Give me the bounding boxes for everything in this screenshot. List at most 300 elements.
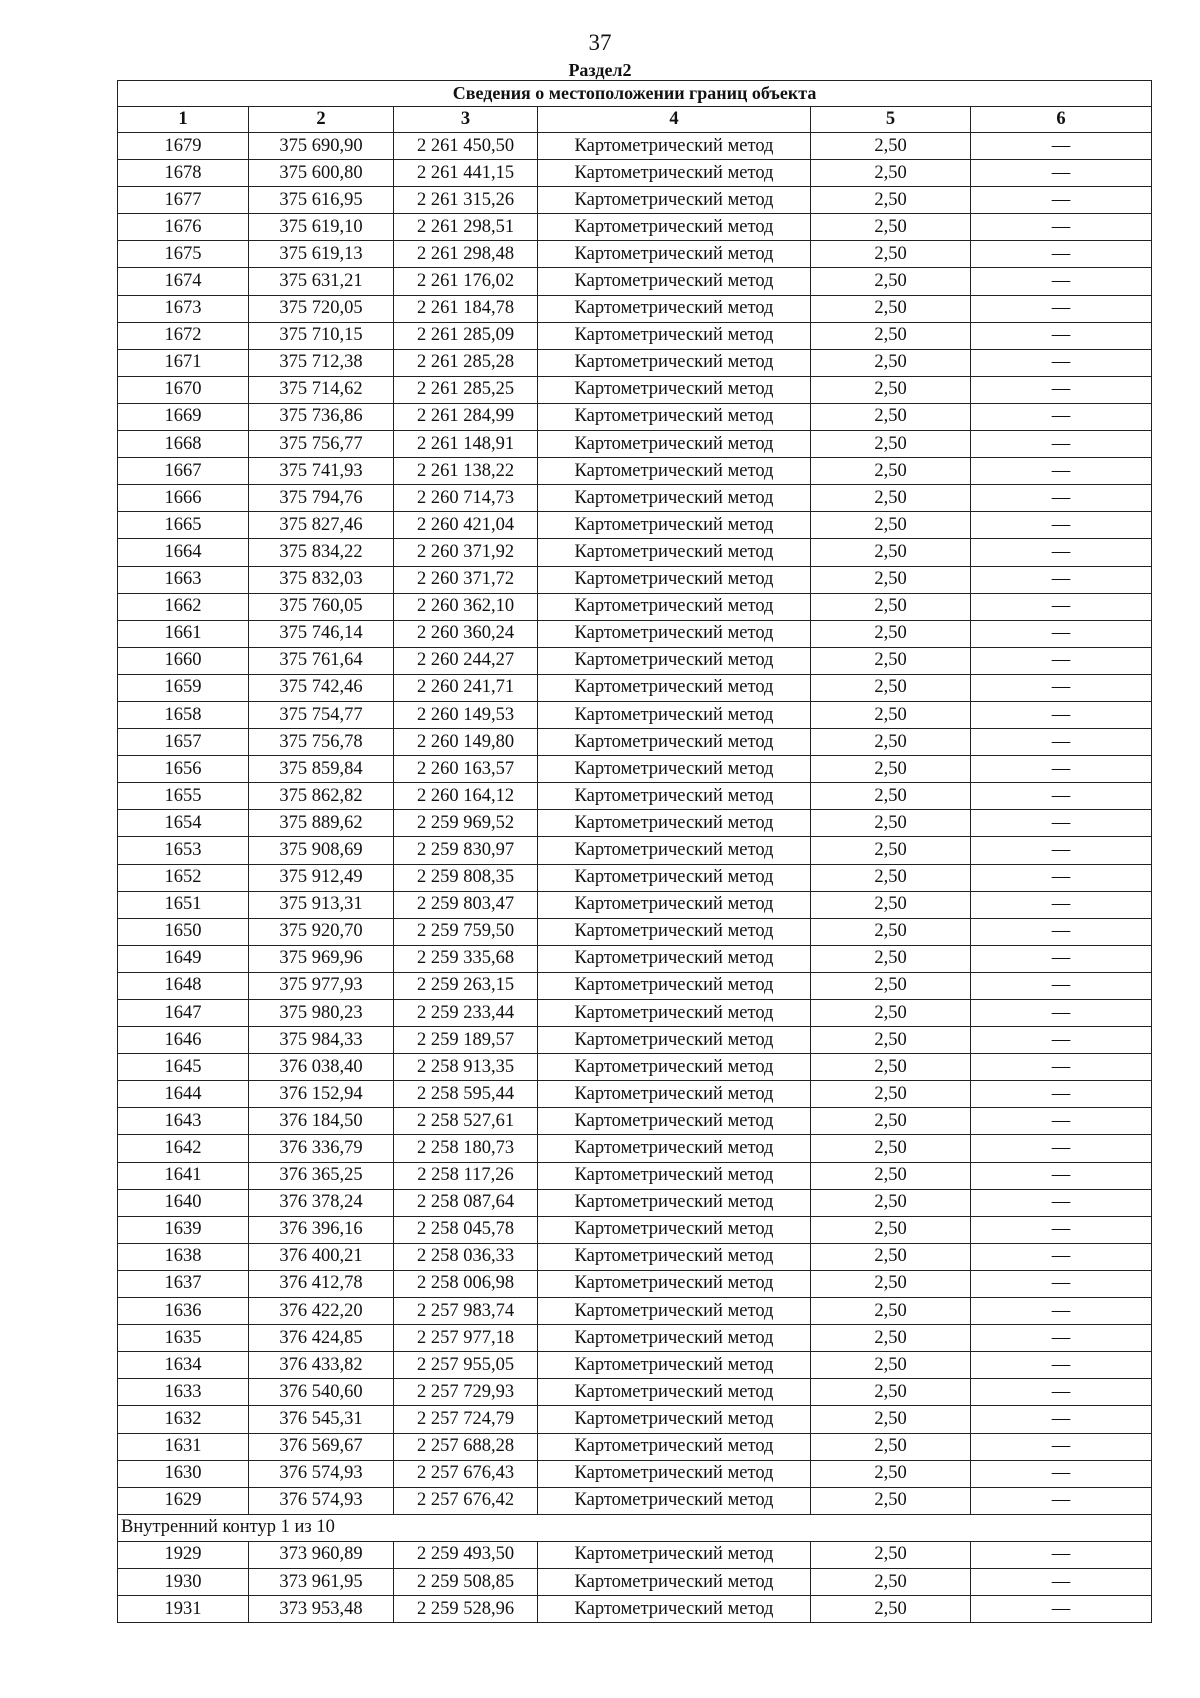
point-number-cell: 1630 — [118, 1460, 249, 1487]
method-cell: Картометрический метод — [538, 918, 811, 945]
method-cell: Картометрический метод — [538, 1243, 811, 1270]
table-row — [118, 891, 1152, 918]
table-row — [118, 485, 1152, 512]
x-coordinate-cell: 376 396,16 — [249, 1216, 394, 1243]
table-row — [118, 945, 1152, 972]
x-coordinate-cell: 376 569,67 — [249, 1433, 394, 1460]
x-coordinate-cell: 376 540,60 — [249, 1379, 394, 1406]
y-coordinate-cell: 2 260 360,24 — [394, 620, 538, 647]
method-cell: Картометрический метод — [538, 1406, 811, 1433]
table-row — [118, 214, 1152, 241]
table-row — [118, 322, 1152, 349]
method-cell: Картометрический метод — [538, 1027, 811, 1054]
point-number-cell: 1651 — [118, 891, 249, 918]
description-cell: — — [971, 1243, 1152, 1270]
description-cell: — — [971, 1108, 1152, 1135]
accuracy-cell: 2,50 — [811, 1352, 971, 1379]
method-cell: Картометрический метод — [538, 1298, 811, 1325]
description-cell: — — [971, 1433, 1152, 1460]
accuracy-cell: 2,50 — [811, 1054, 971, 1081]
description-cell: — — [971, 1460, 1152, 1487]
method-cell: Картометрический метод — [538, 187, 811, 214]
y-coordinate-cell: 2 259 493,50 — [394, 1541, 538, 1568]
method-cell: Картометрический метод — [538, 1325, 811, 1352]
accuracy-cell: 2,50 — [811, 810, 971, 837]
accuracy-cell: 2,50 — [811, 1270, 971, 1297]
point-number-cell: 1671 — [118, 349, 249, 376]
y-coordinate-cell: 2 260 241,71 — [394, 674, 538, 701]
point-number-cell: 1666 — [118, 485, 249, 512]
accuracy-cell: 2,50 — [811, 1135, 971, 1162]
x-coordinate-cell: 376 365,25 — [249, 1162, 394, 1189]
table-row — [118, 1027, 1152, 1054]
accuracy-cell: 2,50 — [811, 403, 971, 430]
accuracy-cell: 2,50 — [811, 1406, 971, 1433]
x-coordinate-cell: 375 827,46 — [249, 512, 394, 539]
accuracy-cell: 2,50 — [811, 1325, 971, 1352]
y-coordinate-cell: 2 257 676,42 — [394, 1487, 538, 1514]
description-cell: — — [971, 674, 1152, 701]
method-cell: Картометрический метод — [538, 1081, 811, 1108]
x-coordinate-cell: 376 424,85 — [249, 1325, 394, 1352]
accuracy-cell: 2,50 — [811, 322, 971, 349]
point-number-cell: 1635 — [118, 1325, 249, 1352]
description-cell: — — [971, 756, 1152, 783]
method-cell: Картометрический метод — [538, 810, 811, 837]
accuracy-cell: 2,50 — [811, 268, 971, 295]
accuracy-cell: 2,50 — [811, 458, 971, 485]
point-number-cell: 1649 — [118, 945, 249, 972]
table-row — [118, 701, 1152, 728]
description-cell: — — [971, 403, 1152, 430]
description-cell: — — [971, 1325, 1152, 1352]
x-coordinate-cell: 375 756,77 — [249, 431, 394, 458]
accuracy-cell: 2,50 — [811, 1000, 971, 1027]
point-number-cell: 1647 — [118, 1000, 249, 1027]
accuracy-cell: 2,50 — [811, 539, 971, 566]
accuracy-cell: 2,50 — [811, 1298, 971, 1325]
x-coordinate-cell: 375 741,93 — [249, 458, 394, 485]
description-cell: — — [971, 133, 1152, 160]
table-row — [118, 729, 1152, 756]
point-number-cell: 1678 — [118, 160, 249, 187]
point-number-cell: 1631 — [118, 1433, 249, 1460]
column-header: 6 — [971, 107, 1152, 133]
point-number-cell: 1634 — [118, 1352, 249, 1379]
column-header: 4 — [538, 107, 811, 133]
accuracy-cell: 2,50 — [811, 512, 971, 539]
accuracy-cell: 2,50 — [811, 1216, 971, 1243]
x-coordinate-cell: 375 984,33 — [249, 1027, 394, 1054]
table-row — [118, 187, 1152, 214]
y-coordinate-cell: 2 258 180,73 — [394, 1135, 538, 1162]
description-cell: — — [971, 1216, 1152, 1243]
y-coordinate-cell: 2 261 148,91 — [394, 431, 538, 458]
table-caption: Сведения о местоположении границ объекта — [118, 81, 1152, 107]
page-number: 37 — [588, 30, 612, 55]
description-cell: — — [971, 918, 1152, 945]
point-number-cell: 1679 — [118, 133, 249, 160]
y-coordinate-cell: 2 261 298,48 — [394, 241, 538, 268]
accuracy-cell: 2,50 — [811, 349, 971, 376]
method-cell: Картометрический метод — [538, 1108, 811, 1135]
method-cell: Картометрический метод — [538, 837, 811, 864]
description-cell: — — [971, 1135, 1152, 1162]
column-header: 3 — [394, 107, 538, 133]
accuracy-cell: 2,50 — [811, 593, 971, 620]
x-coordinate-cell: 375 977,93 — [249, 972, 394, 999]
accuracy-cell: 2,50 — [811, 1460, 971, 1487]
description-cell: — — [971, 485, 1152, 512]
accuracy-cell: 2,50 — [811, 647, 971, 674]
description-cell: — — [971, 1270, 1152, 1297]
point-number-cell: 1677 — [118, 187, 249, 214]
x-coordinate-cell: 375 720,05 — [249, 295, 394, 322]
table-row — [118, 864, 1152, 891]
table-row — [118, 512, 1152, 539]
point-number-cell: 1648 — [118, 972, 249, 999]
table-row — [118, 1433, 1152, 1460]
method-cell: Картометрический метод — [538, 674, 811, 701]
accuracy-cell: 2,50 — [811, 376, 971, 403]
point-number-cell: 1657 — [118, 729, 249, 756]
x-coordinate-cell: 376 336,79 — [249, 1135, 394, 1162]
y-coordinate-cell: 2 260 149,53 — [394, 701, 538, 728]
method-cell: Картометрический метод — [538, 972, 811, 999]
x-coordinate-cell: 373 953,48 — [249, 1596, 394, 1623]
x-coordinate-cell: 375 832,03 — [249, 566, 394, 593]
description-cell: — — [971, 945, 1152, 972]
accuracy-cell: 2,50 — [811, 701, 971, 728]
method-cell: Картометрический метод — [538, 458, 811, 485]
method-cell: Картометрический метод — [538, 403, 811, 430]
inner-contour-rows — [118, 1541, 1152, 1622]
table-row — [118, 837, 1152, 864]
description-cell: — — [971, 187, 1152, 214]
x-coordinate-cell: 376 038,40 — [249, 1054, 394, 1081]
point-number-cell: 1676 — [118, 214, 249, 241]
accuracy-cell: 2,50 — [811, 241, 971, 268]
point-number-cell: 1929 — [118, 1541, 249, 1568]
table-row — [118, 1189, 1152, 1216]
accuracy-cell: 2,50 — [811, 674, 971, 701]
description-cell: — — [971, 837, 1152, 864]
description-cell: — — [971, 512, 1152, 539]
accuracy-cell: 2,50 — [811, 729, 971, 756]
accuracy-cell: 2,50 — [811, 187, 971, 214]
x-coordinate-cell: 375 616,95 — [249, 187, 394, 214]
method-cell: Картометрический метод — [538, 1352, 811, 1379]
table-row — [118, 972, 1152, 999]
x-coordinate-cell: 375 600,80 — [249, 160, 394, 187]
accuracy-cell: 2,50 — [811, 620, 971, 647]
x-coordinate-cell: 375 761,64 — [249, 647, 394, 674]
description-cell: — — [971, 376, 1152, 403]
x-coordinate-cell: 375 980,23 — [249, 1000, 394, 1027]
accuracy-cell: 2,50 — [811, 972, 971, 999]
x-coordinate-cell: 376 574,93 — [249, 1460, 394, 1487]
accuracy-cell: 2,50 — [811, 756, 971, 783]
y-coordinate-cell: 2 257 729,93 — [394, 1379, 538, 1406]
accuracy-cell: 2,50 — [811, 1081, 971, 1108]
method-cell: Картометрический метод — [538, 322, 811, 349]
accuracy-cell: 2,50 — [811, 1568, 971, 1595]
y-coordinate-cell: 2 259 808,35 — [394, 864, 538, 891]
x-coordinate-cell: 375 736,86 — [249, 403, 394, 430]
accuracy-cell: 2,50 — [811, 1108, 971, 1135]
accuracy-cell: 2,50 — [811, 485, 971, 512]
description-cell: — — [971, 701, 1152, 728]
description-cell: — — [971, 1406, 1152, 1433]
table-row — [118, 295, 1152, 322]
x-coordinate-cell: 373 961,95 — [249, 1568, 394, 1595]
description-cell: — — [971, 1027, 1152, 1054]
x-coordinate-cell: 375 862,82 — [249, 783, 394, 810]
y-coordinate-cell: 2 259 830,97 — [394, 837, 538, 864]
point-number-cell: 1659 — [118, 674, 249, 701]
point-number-cell: 1637 — [118, 1270, 249, 1297]
table-row — [118, 1325, 1152, 1352]
y-coordinate-cell: 2 260 714,73 — [394, 485, 538, 512]
method-cell: Картометрический метод — [538, 783, 811, 810]
description-cell: — — [971, 268, 1152, 295]
accuracy-cell: 2,50 — [811, 1541, 971, 1568]
point-number-cell: 1641 — [118, 1162, 249, 1189]
y-coordinate-cell: 2 257 688,28 — [394, 1433, 538, 1460]
method-cell: Картометрический метод — [538, 376, 811, 403]
description-cell: — — [971, 729, 1152, 756]
point-number-cell: 1638 — [118, 1243, 249, 1270]
method-cell: Картометрический метод — [538, 1162, 811, 1189]
y-coordinate-cell: 2 259 189,57 — [394, 1027, 538, 1054]
point-number-cell: 1668 — [118, 431, 249, 458]
description-cell: — — [971, 539, 1152, 566]
method-cell: Картометрический метод — [538, 620, 811, 647]
description-cell: — — [971, 810, 1152, 837]
method-cell: Картометрический метод — [538, 268, 811, 295]
point-number-cell: 1650 — [118, 918, 249, 945]
column-header: 5 — [811, 107, 971, 133]
point-number-cell: 1633 — [118, 1379, 249, 1406]
point-number-cell: 1673 — [118, 295, 249, 322]
column-header-row — [118, 107, 1152, 133]
accuracy-cell: 2,50 — [811, 1027, 971, 1054]
y-coordinate-cell: 2 259 233,44 — [394, 1000, 538, 1027]
x-coordinate-cell: 376 545,31 — [249, 1406, 394, 1433]
x-coordinate-cell: 375 913,31 — [249, 891, 394, 918]
point-number-cell: 1644 — [118, 1081, 249, 1108]
table-row — [118, 160, 1152, 187]
method-cell: Картометрический метод — [538, 593, 811, 620]
y-coordinate-cell: 2 258 087,64 — [394, 1189, 538, 1216]
point-number-cell: 1665 — [118, 512, 249, 539]
table-row — [118, 566, 1152, 593]
description-cell: — — [971, 1081, 1152, 1108]
method-cell: Картометрический метод — [538, 214, 811, 241]
method-cell: Картометрический метод — [538, 295, 811, 322]
y-coordinate-cell: 2 257 955,05 — [394, 1352, 538, 1379]
method-cell: Картометрический метод — [538, 349, 811, 376]
description-cell: — — [971, 1487, 1152, 1514]
x-coordinate-cell: 375 746,14 — [249, 620, 394, 647]
table-row — [118, 783, 1152, 810]
method-cell: Картометрический метод — [538, 1541, 811, 1568]
table-row — [118, 241, 1152, 268]
table-row — [118, 1243, 1152, 1270]
x-coordinate-cell: 375 794,76 — [249, 485, 394, 512]
description-cell: — — [971, 1596, 1152, 1623]
table-row — [118, 1000, 1152, 1027]
x-coordinate-cell: 375 714,62 — [249, 376, 394, 403]
table-row — [118, 1352, 1152, 1379]
description-cell: — — [971, 972, 1152, 999]
accuracy-cell: 2,50 — [811, 945, 971, 972]
description-cell: — — [971, 620, 1152, 647]
accuracy-cell: 2,50 — [811, 864, 971, 891]
point-number-cell: 1675 — [118, 241, 249, 268]
accuracy-cell: 2,50 — [811, 783, 971, 810]
table-row — [118, 1135, 1152, 1162]
y-coordinate-cell: 2 261 298,51 — [394, 214, 538, 241]
y-coordinate-cell: 2 261 138,22 — [394, 458, 538, 485]
x-coordinate-cell: 375 619,13 — [249, 241, 394, 268]
table-row — [118, 1541, 1152, 1568]
point-number-cell: 1674 — [118, 268, 249, 295]
x-coordinate-cell: 375 760,05 — [249, 593, 394, 620]
table-row — [118, 539, 1152, 566]
method-cell: Картометрический метод — [538, 160, 811, 187]
point-number-cell: 1643 — [118, 1108, 249, 1135]
table-row — [118, 918, 1152, 945]
table-row — [118, 376, 1152, 403]
method-cell: Картометрический метод — [538, 512, 811, 539]
table-row — [118, 431, 1152, 458]
point-number-cell: 1670 — [118, 376, 249, 403]
description-cell: — — [971, 349, 1152, 376]
y-coordinate-cell: 2 258 036,33 — [394, 1243, 538, 1270]
x-coordinate-cell: 373 960,89 — [249, 1541, 394, 1568]
y-coordinate-cell: 2 261 285,09 — [394, 322, 538, 349]
x-coordinate-cell: 376 433,82 — [249, 1352, 394, 1379]
y-coordinate-cell: 2 260 164,12 — [394, 783, 538, 810]
x-coordinate-cell: 375 908,69 — [249, 837, 394, 864]
point-number-cell: 1654 — [118, 810, 249, 837]
x-coordinate-cell: 375 859,84 — [249, 756, 394, 783]
x-coordinate-cell: 375 889,62 — [249, 810, 394, 837]
point-number-cell: 1629 — [118, 1487, 249, 1514]
table-row — [118, 1054, 1152, 1081]
accuracy-cell: 2,50 — [811, 1189, 971, 1216]
y-coordinate-cell: 2 258 913,35 — [394, 1054, 538, 1081]
table-row — [118, 1487, 1152, 1514]
table-row — [118, 403, 1152, 430]
method-cell: Картометрический метод — [538, 1000, 811, 1027]
y-coordinate-cell: 2 258 117,26 — [394, 1162, 538, 1189]
method-cell: Картометрический метод — [538, 1433, 811, 1460]
description-cell: — — [971, 1189, 1152, 1216]
y-coordinate-cell: 2 260 362,10 — [394, 593, 538, 620]
y-coordinate-cell: 2 260 244,27 — [394, 647, 538, 674]
description-cell: — — [971, 1352, 1152, 1379]
inner-contour-label: Внутренний контур 1 из 10 — [118, 1514, 1152, 1541]
method-cell: Картометрический метод — [538, 1189, 811, 1216]
description-cell: — — [971, 214, 1152, 241]
x-coordinate-cell: 376 378,24 — [249, 1189, 394, 1216]
table-row — [118, 647, 1152, 674]
point-number-cell: 1632 — [118, 1406, 249, 1433]
outer-contour-rows — [118, 133, 1152, 1515]
y-coordinate-cell: 2 261 441,15 — [394, 160, 538, 187]
description-cell: — — [971, 458, 1152, 485]
y-coordinate-cell: 2 261 184,78 — [394, 295, 538, 322]
method-cell: Картометрический метод — [538, 864, 811, 891]
method-cell: Картометрический метод — [538, 485, 811, 512]
y-coordinate-cell: 2 259 528,96 — [394, 1596, 538, 1623]
method-cell: Картометрический метод — [538, 647, 811, 674]
description-cell: — — [971, 891, 1152, 918]
table-row — [118, 1298, 1152, 1325]
method-cell: Картометрический метод — [538, 566, 811, 593]
point-number-cell: 1662 — [118, 593, 249, 620]
y-coordinate-cell: 2 259 263,15 — [394, 972, 538, 999]
description-cell: — — [971, 566, 1152, 593]
x-coordinate-cell: 375 710,15 — [249, 322, 394, 349]
table-row — [118, 593, 1152, 620]
method-cell: Картометрический метод — [538, 1568, 811, 1595]
table-row — [118, 458, 1152, 485]
x-coordinate-cell: 375 920,70 — [249, 918, 394, 945]
point-number-cell: 1672 — [118, 322, 249, 349]
point-number-cell: 1645 — [118, 1054, 249, 1081]
table-row — [118, 268, 1152, 295]
description-cell: — — [971, 1054, 1152, 1081]
description-cell: — — [971, 431, 1152, 458]
y-coordinate-cell: 2 259 969,52 — [394, 810, 538, 837]
point-number-cell: 1660 — [118, 647, 249, 674]
method-cell: Картометрический метод — [538, 241, 811, 268]
accuracy-cell: 2,50 — [811, 918, 971, 945]
y-coordinate-cell: 2 260 163,57 — [394, 756, 538, 783]
description-cell: — — [971, 647, 1152, 674]
description-cell: — — [971, 322, 1152, 349]
point-number-cell: 1658 — [118, 701, 249, 728]
y-coordinate-cell: 2 260 149,80 — [394, 729, 538, 756]
y-coordinate-cell: 2 257 676,43 — [394, 1460, 538, 1487]
y-coordinate-cell: 2 259 508,85 — [394, 1568, 538, 1595]
y-coordinate-cell: 2 261 284,99 — [394, 403, 538, 430]
x-coordinate-cell: 375 969,96 — [249, 945, 394, 972]
accuracy-cell: 2,50 — [811, 1162, 971, 1189]
method-cell: Картометрический метод — [538, 945, 811, 972]
x-coordinate-cell: 375 756,78 — [249, 729, 394, 756]
x-coordinate-cell: 375 754,77 — [249, 701, 394, 728]
method-cell: Картометрический метод — [538, 539, 811, 566]
y-coordinate-cell: 2 259 335,68 — [394, 945, 538, 972]
accuracy-cell: 2,50 — [811, 891, 971, 918]
table-row — [118, 810, 1152, 837]
description-cell: — — [971, 1162, 1152, 1189]
method-cell: Картометрический метод — [538, 701, 811, 728]
method-cell: Картометрический метод — [538, 729, 811, 756]
section-title: Раздел2 — [568, 60, 632, 80]
x-coordinate-cell: 375 690,90 — [249, 133, 394, 160]
table-row — [118, 1081, 1152, 1108]
column-header: 2 — [249, 107, 394, 133]
y-coordinate-cell: 2 257 983,74 — [394, 1298, 538, 1325]
x-coordinate-cell: 376 184,50 — [249, 1108, 394, 1135]
method-cell: Картометрический метод — [538, 133, 811, 160]
y-coordinate-cell: 2 261 285,28 — [394, 349, 538, 376]
